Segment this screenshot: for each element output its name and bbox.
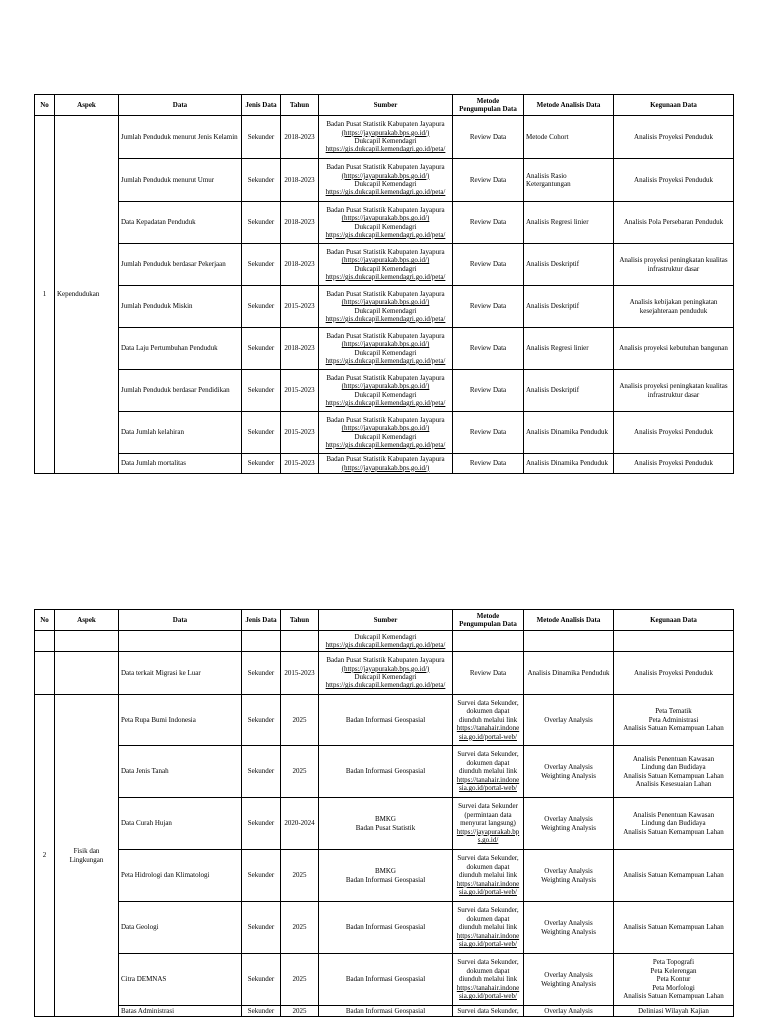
header-aspek: Aspek: [55, 610, 119, 631]
cell-jenis: Sekunder: [242, 412, 281, 454]
cell-sumber: Badan Pusat Statistik Kabupaten Jayapura (https://jayapurakab.bps.go.id/) Dukcapil Kemendagri https://gis.dukcapil.kemendagri.go.id/peta/: [319, 159, 453, 202]
cell-metode: Review Data: [453, 652, 524, 695]
cell-no: [35, 631, 55, 652]
data-table-kependudukan: [34, 94, 734, 474]
cell-metode: Survei data Sekunder, dokumen dapat diunduh melalui link https://tanahair.indone sia.go.id/portal-web/: [453, 850, 524, 902]
cell-metode: Survei data Sekunder,: [453, 1006, 524, 1017]
table-row: [35, 902, 734, 954]
cell-metode: Survei data Sekunder, dokumen dapat diunduh melalui link https://tanahair.indone sia.go.id/portal-web/: [453, 954, 524, 1006]
header-tahun: Tahun: [281, 610, 319, 631]
header-no: No: [35, 610, 55, 631]
cell-kegunaan: Peta Tematik Peta Administrasi Analisis Satuan Kemampuan Lahan: [614, 695, 734, 746]
header-aspek: Aspek: [55, 95, 119, 116]
cell-data: Jumlah Penduduk berdasar Pendidikan: [119, 370, 242, 412]
cell-kegunaan: Analisis Penentuan Kawasan Lindung dan Budidaya Analisis Satuan Kemampuan Lahan: [614, 798, 734, 850]
cell-metode: Review Data: [453, 116, 524, 159]
cell-tahun: 2018-2023: [281, 159, 319, 202]
cell-analisis: Analisis Deskriptif: [524, 286, 614, 328]
cell-tahun: 2018-2023: [281, 202, 319, 244]
cell-kegunaan: Analisis Proyeksi Penduduk: [614, 116, 734, 159]
table-row: [35, 746, 734, 798]
cell-kegunaan: Analisis proyeksi peningkatan kualitas infrastruktur dasar: [614, 244, 734, 286]
cell-analisis: Analisis Deskriptif: [524, 370, 614, 412]
cell-metode: Survei data Sekunder (permintaan data menyurat langsung) https://jayapurakab.bp s.go.id/: [453, 798, 524, 850]
cell-metode: [453, 631, 524, 652]
cell-tahun: 2018-2023: [281, 116, 319, 159]
cell-jenis: Sekunder: [242, 370, 281, 412]
cell-sumber: BMKG Badan Pusat Statistik: [319, 798, 453, 850]
cell-data: [119, 631, 242, 652]
header-sumber: Sumber: [319, 95, 453, 116]
cell-metode: Review Data: [453, 412, 524, 454]
cell-data: Citra DEMNAS: [119, 954, 242, 1006]
cell-jenis: Sekunder: [242, 116, 281, 159]
cell-analisis: Overlay Analysis Weighting Analysis: [524, 954, 614, 1006]
cell-analisis: Overlay Analysis Weighting Analysis: [524, 746, 614, 798]
header-metode-analisis: Metode Analisis Data: [524, 95, 614, 116]
cell-tahun: 2015-2023: [281, 412, 319, 454]
data-table-fisik-lingkungan: [34, 609, 734, 1017]
cell-no: 2: [35, 695, 55, 1017]
cell-kegunaan: Analisis Penentuan Kawasan Lindung dan Budidaya Analisis Satuan Kemampuan Lahan Analisis Kesesuaian Lahan: [614, 746, 734, 798]
cell-data: Data Curah Hujan: [119, 798, 242, 850]
table-row: [35, 652, 734, 695]
cell-tahun: 2015-2023: [281, 286, 319, 328]
header-data: Data: [119, 95, 242, 116]
cell-data: Data Laju Pertumbuhan Penduduk: [119, 328, 242, 370]
cell-analisis: Overlay Analysis: [524, 695, 614, 746]
table-header-row: [35, 95, 734, 116]
cell-analisis: Analisis Dinamika Penduduk: [524, 652, 614, 695]
cell-tahun: 2020-2024: [281, 798, 319, 850]
header-sumber: Sumber: [319, 610, 453, 631]
cell-aspek: [55, 652, 119, 695]
cell-jenis: Sekunder: [242, 652, 281, 695]
cell-no: [35, 652, 55, 695]
cell-sumber: Badan Informasi Geospasial: [319, 695, 453, 746]
cell-data: Data Jumlah mortalitas: [119, 454, 242, 474]
table-row: [35, 412, 734, 454]
cell-jenis: Sekunder: [242, 954, 281, 1006]
cell-tahun: 2018-2023: [281, 244, 319, 286]
cell-analisis: Overlay Analysis Weighting Analysis: [524, 902, 614, 954]
cell-kegunaan: [614, 631, 734, 652]
table-row: [35, 286, 734, 328]
cell-tahun: 2025: [281, 695, 319, 746]
header-metode-pengumpulan: Metode Pengumpulan Data: [453, 95, 524, 116]
cell-analisis: [524, 631, 614, 652]
cell-tahun: [281, 631, 319, 652]
cell-analisis: Analisis Dinamika Penduduk: [524, 412, 614, 454]
cell-sumber: BMKG Badan Informasi Geospasial: [319, 850, 453, 902]
cell-data: Jumlah Penduduk menurut Jenis Kelamin: [119, 116, 242, 159]
cell-tahun: 2025: [281, 902, 319, 954]
table-row: [35, 202, 734, 244]
cell-tahun: 2025: [281, 746, 319, 798]
cell-tahun: 2025: [281, 850, 319, 902]
header-data: Data: [119, 610, 242, 631]
cell-sumber: Badan Pusat Statistik Kabupaten Jayapura (https://jayapurakab.bps.go.id/) Dukcapil Kemendagri https://gis.dukcapil.kemendagri.go.id/peta/: [319, 652, 453, 695]
cell-data: Peta Rupa Bumi Indonesia: [119, 695, 242, 746]
cell-data: Data Kepadatan Penduduk: [119, 202, 242, 244]
cell-kegunaan: Analisis Proyeksi Penduduk: [614, 454, 734, 474]
cell-jenis: Sekunder: [242, 798, 281, 850]
cell-metode: Review Data: [453, 286, 524, 328]
cell-jenis: Sekunder: [242, 286, 281, 328]
cell-analisis: Overlay Analysis Weighting Analysis: [524, 798, 614, 850]
cell-jenis: Sekunder: [242, 902, 281, 954]
cell-kegunaan: Analisis Proyeksi Penduduk: [614, 412, 734, 454]
cell-tahun: 2018-2023: [281, 328, 319, 370]
cell-data: Data terkait Migrasi ke Luar: [119, 652, 242, 695]
cell-tahun: 2015-2023: [281, 370, 319, 412]
cell-jenis: Sekunder: [242, 695, 281, 746]
cell-tahun: 2025: [281, 1006, 319, 1017]
table-row: [35, 370, 734, 412]
cell-metode: Review Data: [453, 159, 524, 202]
header-tahun: Tahun: [281, 95, 319, 116]
cell-analisis: Overlay Analysis: [524, 1006, 614, 1017]
cell-metode: Survei data Sekunder, dokumen dapat diunduh melalui link https://tanahair.indone sia.go.id/portal-web/: [453, 695, 524, 746]
cell-kegunaan: Analisis proyeksi kebutuhan bangunan: [614, 328, 734, 370]
cell-kegunaan: Analisis Proyeksi Penduduk: [614, 159, 734, 202]
cell-aspek: Fisik dan Lingkungan: [55, 695, 119, 1017]
cell-tahun: 2015-2023: [281, 454, 319, 474]
cell-sumber: Badan Pusat Statistik Kabupaten Jayapura (https://jayapurakab.bps.go.id/) Dukcapil Kemendagri https://gis.dukcapil.kemendagri.go.id/peta/: [319, 286, 453, 328]
cell-analisis: Analisis Rasio Ketergantungan: [524, 159, 614, 202]
cell-analisis: Analisis Deskriptif: [524, 244, 614, 286]
cell-jenis: Sekunder: [242, 244, 281, 286]
cell-sumber: Badan Pusat Statistik Kabupaten Jayapura (https://jayapurakab.bps.go.id/) Dukcapil Kemendagri https://gis.dukcapil.kemendagri.go.id/peta/: [319, 370, 453, 412]
cell-data: Peta Hidrologi dan Klimatologi: [119, 850, 242, 902]
table-row: [35, 116, 734, 159]
cell-sumber: Badan Informasi Geospasial: [319, 954, 453, 1006]
cell-metode: Review Data: [453, 370, 524, 412]
cell-analisis: Analisis Dinamika Penduduk: [524, 454, 614, 474]
cell-sumber: Badan Pusat Statistik Kabupaten Jayapura (https://jayapurakab.bps.go.id/) Dukcapil Kemendagri https://gis.dukcapil.kemendagri.go.id/peta/: [319, 328, 453, 370]
table-row: [35, 798, 734, 850]
cell-data: Jumlah Penduduk Miskin: [119, 286, 242, 328]
cell-sumber: Dukcapil Kemendagri https://gis.dukcapil.kemendagri.go.id/peta/: [319, 631, 453, 652]
cell-data: Jumlah Penduduk berdasar Pekerjaan: [119, 244, 242, 286]
cell-jenis: Sekunder: [242, 850, 281, 902]
cell-analisis: Analisis Regresi linier: [524, 202, 614, 244]
table-row: [35, 631, 734, 652]
cell-metode: Review Data: [453, 202, 524, 244]
cell-kegunaan: Analisis proyeksi peningkatan kualitas infrastruktur dasar: [614, 370, 734, 412]
cell-jenis: Sekunder: [242, 328, 281, 370]
cell-sumber: Badan Pusat Statistik Kabupaten Jayapura (https://jayapurakab.bps.go.id/) Dukcapil Kemendagri https://gis.dukcapil.kemendagri.go.id/peta/: [319, 244, 453, 286]
cell-data: Data Jenis Tanah: [119, 746, 242, 798]
cell-kegunaan: Peta Topografi Peta Kelerengan Peta Kontur Peta Morfologi Analisis Satuan Kemampuan Lahan: [614, 954, 734, 1006]
cell-kegunaan: Analisis Satuan Kemampuan Lahan: [614, 850, 734, 902]
cell-analisis: Metode Cohort: [524, 116, 614, 159]
cell-metode: Survei data Sekunder, dokumen dapat diunduh melalui link https://tanahair.indone sia.go.id/portal-web/: [453, 746, 524, 798]
table-row: [35, 454, 734, 474]
table-header-row: [35, 610, 734, 631]
header-no: No: [35, 95, 55, 116]
cell-jenis: Sekunder: [242, 1006, 281, 1017]
cell-kegunaan: Analisis Proyeksi Penduduk: [614, 652, 734, 695]
cell-sumber: Badan Pusat Statistik Kabupaten Jayapura (https://jayapurakab.bps.go.id/) Dukcapil Kemendagri https://gis.dukcapil.kemendagri.go.id/peta/: [319, 412, 453, 454]
cell-jenis: Sekunder: [242, 454, 281, 474]
cell-no: 1: [35, 116, 55, 474]
header-kegunaan: Kegunaan Data: [614, 610, 734, 631]
cell-aspek: [55, 631, 119, 652]
table-row: [35, 850, 734, 902]
header-jenis-data: Jenis Data: [242, 95, 281, 116]
cell-sumber: Badan Informasi Geospasial: [319, 902, 453, 954]
cell-kegunaan: Analisis kebijakan peningkatan kesejahteraan penduduk: [614, 286, 734, 328]
cell-tahun: 2025: [281, 954, 319, 1006]
table-row: [35, 695, 734, 746]
cell-sumber: Badan Informasi Geospasial: [319, 1006, 453, 1017]
cell-data: Data Geologi: [119, 902, 242, 954]
cell-sumber: Badan Pusat Statistik Kabupaten Jayapura (https://jayapurakab.bps.go.id/) Dukcapil Kemendagri https://gis.dukcapil.kemendagri.go.id/peta/: [319, 116, 453, 159]
table-row: [35, 159, 734, 202]
cell-kegunaan: Analisis Satuan Kemampuan Lahan: [614, 902, 734, 954]
cell-kegunaan: Analisis Pola Persebaran Penduduk: [614, 202, 734, 244]
cell-metode: Review Data: [453, 454, 524, 474]
cell-analisis: Overlay Analysis Weighting Analysis: [524, 850, 614, 902]
cell-data: Data Jumlah kelahiran: [119, 412, 242, 454]
cell-jenis: Sekunder: [242, 746, 281, 798]
cell-data: Batas Administrasi: [119, 1006, 242, 1017]
cell-data: Jumlah Penduduk menurut Umur: [119, 159, 242, 202]
cell-jenis: [242, 631, 281, 652]
cell-metode: Review Data: [453, 244, 524, 286]
table-row: [35, 1006, 734, 1017]
table-row: [35, 954, 734, 1006]
cell-jenis: Sekunder: [242, 202, 281, 244]
cell-kegunaan: Deliniasi Wilayah Kajian: [614, 1006, 734, 1017]
cell-sumber: Badan Informasi Geospasial: [319, 746, 453, 798]
header-jenis-data: Jenis Data: [242, 610, 281, 631]
cell-jenis: Sekunder: [242, 159, 281, 202]
table-row: [35, 328, 734, 370]
header-metode-analisis: Metode Analisis Data: [524, 610, 614, 631]
cell-tahun: 2015-2023: [281, 652, 319, 695]
table-row: [35, 244, 734, 286]
cell-sumber: Badan Pusat Statistik Kabupaten Jayapura (https://jayapurakab.bps.go.id/): [319, 454, 453, 474]
header-kegunaan: Kegunaan Data: [614, 95, 734, 116]
cell-aspek: Kependudukan: [55, 116, 119, 474]
cell-analisis: Analisis Regresi linier: [524, 328, 614, 370]
cell-sumber: Badan Pusat Statistik Kabupaten Jayapura (https://jayapurakab.bps.go.id/) Dukcapil Kemendagri https://gis.dukcapil.kemendagri.go.id/peta/: [319, 202, 453, 244]
header-metode-pengumpulan: Metode Pengumpulan Data: [453, 610, 524, 631]
cell-metode: Review Data: [453, 328, 524, 370]
cell-metode: Survei data Sekunder, dokumen dapat diunduh melalui link https://tanahair.indone sia.go.id/portal-web/: [453, 902, 524, 954]
